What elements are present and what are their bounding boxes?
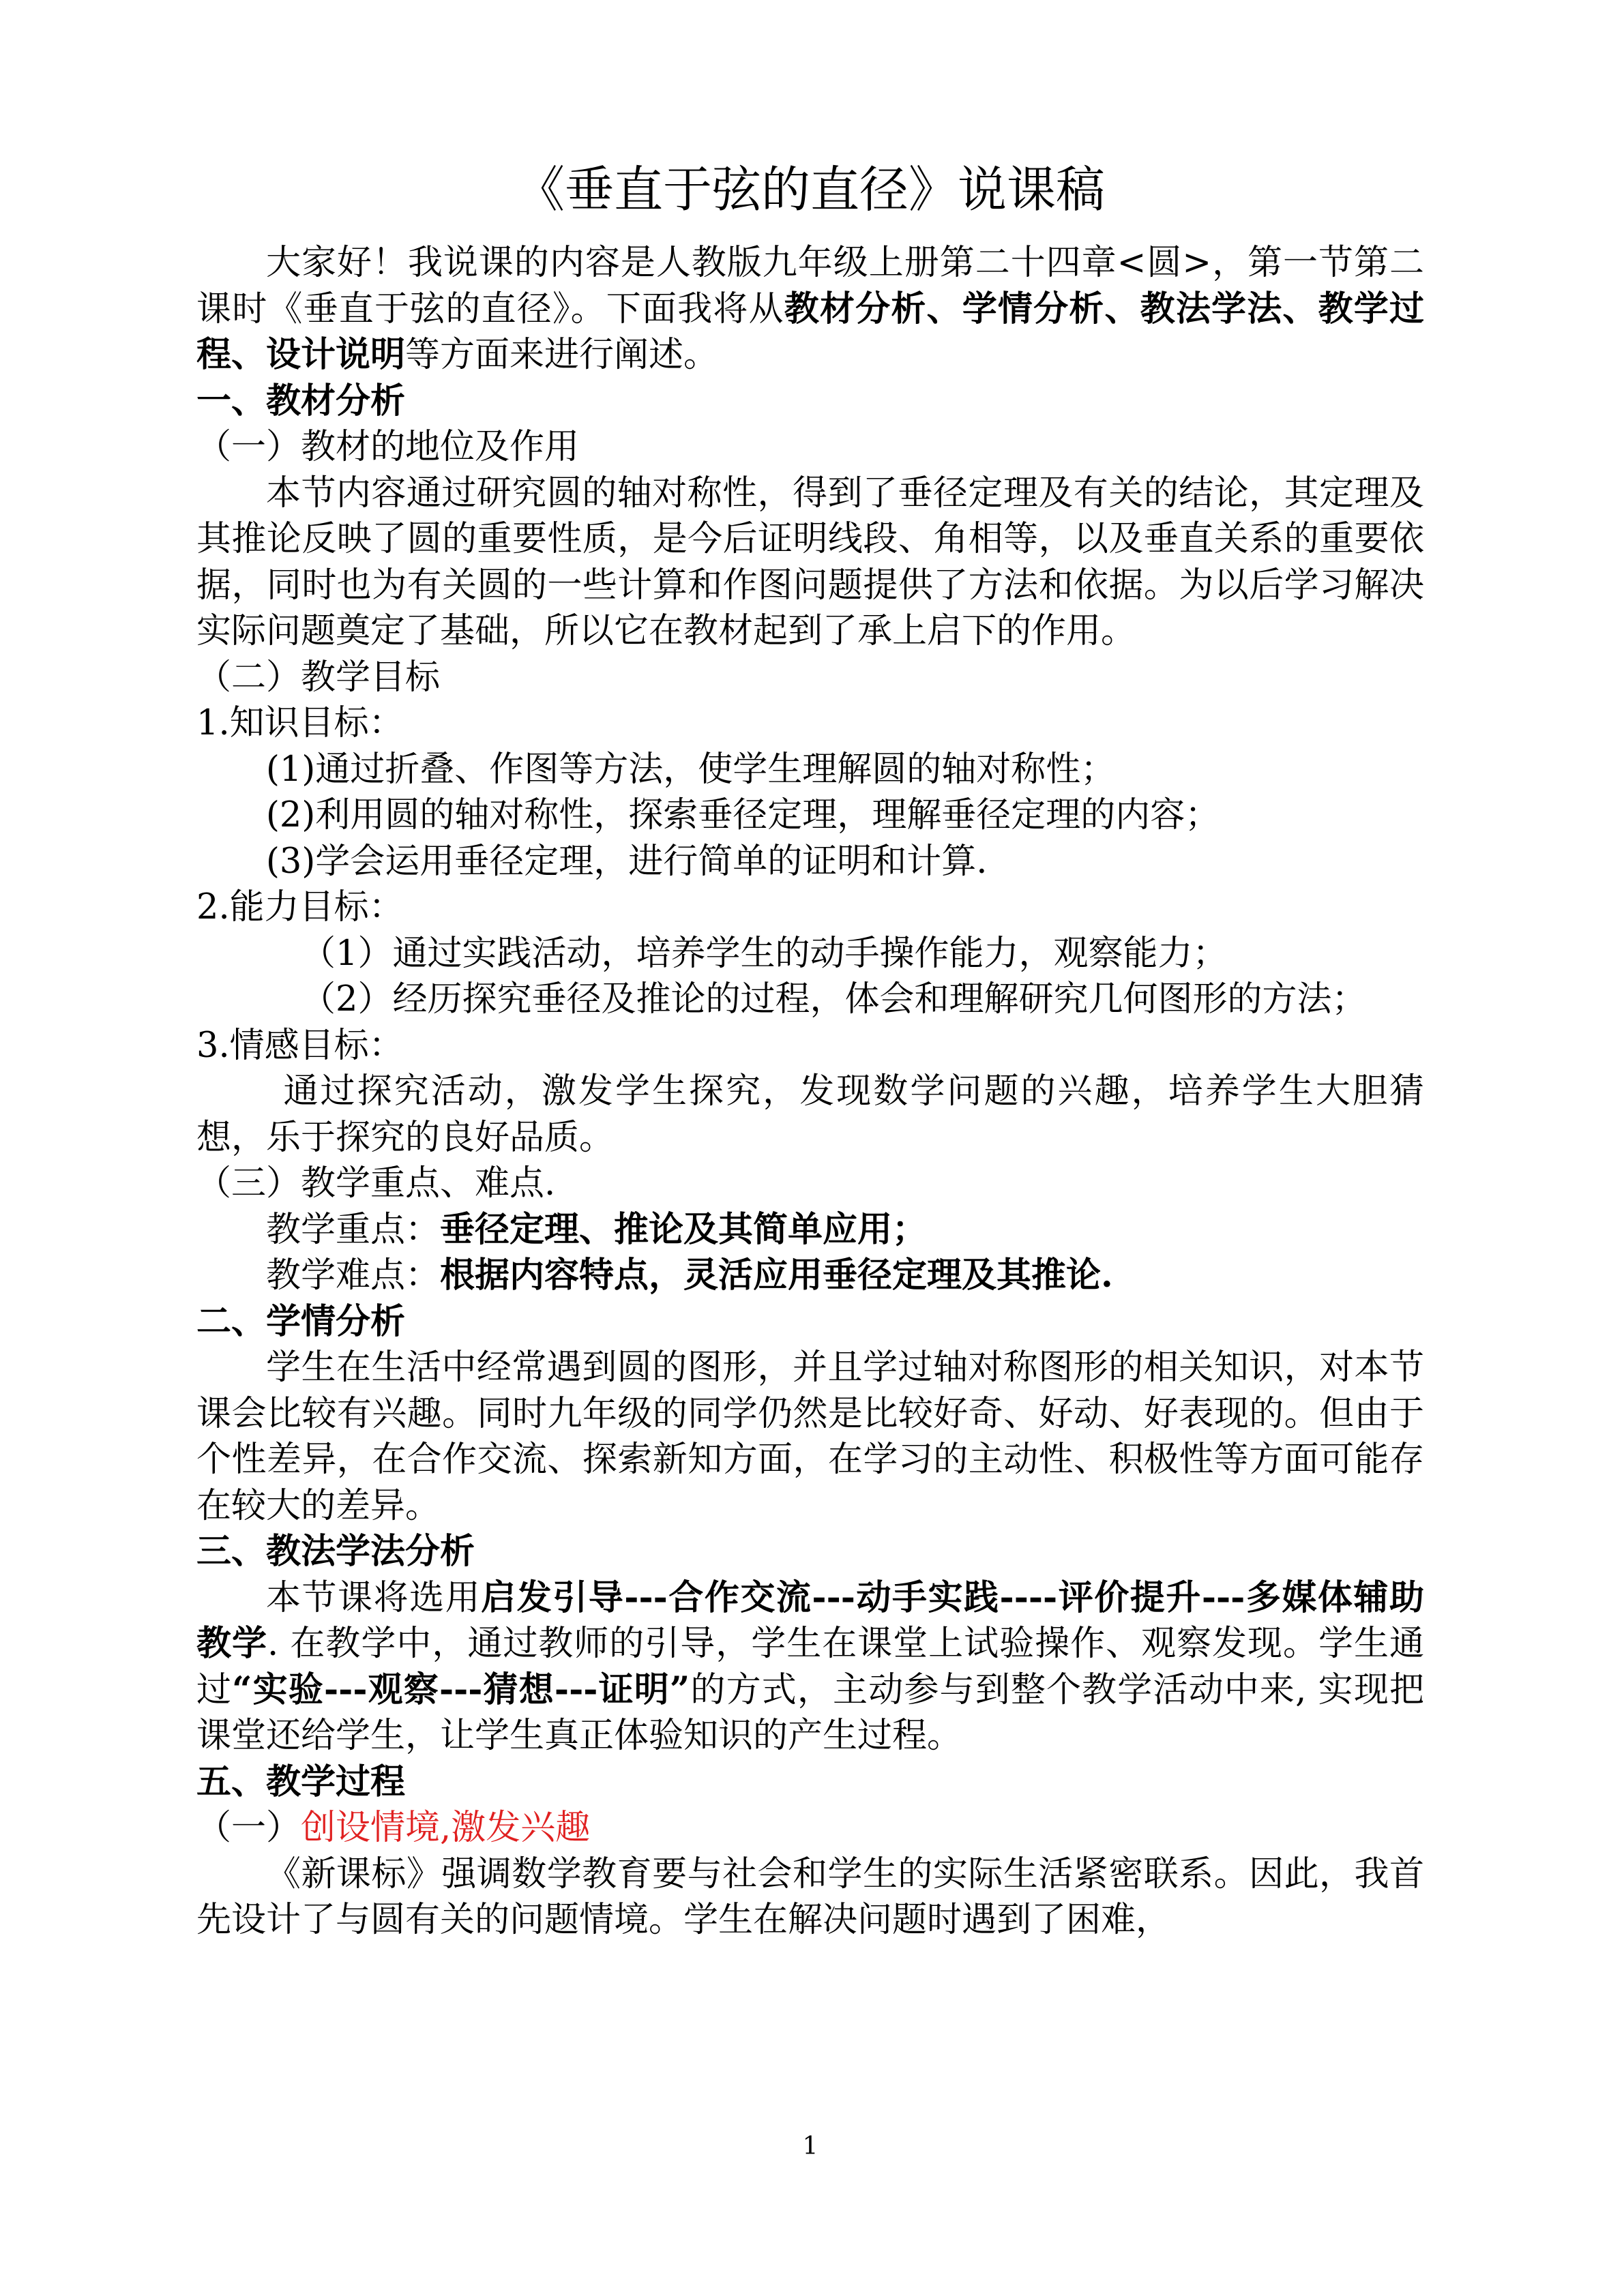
goal-ability-item-2: （2）经历探究垂径及推论的过程，体会和理解研究几何图形的方法；: [301, 979, 1367, 1019]
section-heading-3: 三、教法学法分析: [196, 1531, 475, 1572]
goal-emotion-paragraph: 通过探究活动，激发学生探究，发现数学问题的兴趣，培养学生大胆猜想，乐于探究的良好品质。: [196, 1071, 1424, 1158]
document-body: [196, 240, 1424, 1943]
methods-text-3: 的方式，主动参与到整个教学活动中来, 实现把课堂还给学生，让学生真正体验知识的产生过程。: [196, 1669, 1424, 1756]
document-title: 《垂直于弦的直径》说课稿: [515, 161, 1105, 218]
section-heading-5: 五、教学过程: [196, 1761, 406, 1802]
methods-text-2: . 在教学中，通过教师的引导，学生在课堂上试验操作、观察发现。学生通过: [196, 1624, 1424, 1710]
goal-knowledge-item-3: (3)学会运用垂径定理，进行简单的证明和计算.: [266, 841, 988, 882]
intro-bold: 教材分析、学情分析、教法学法、教学过程、设计说明: [196, 288, 1424, 375]
subsection-heading-5-1: [196, 1805, 1424, 1851]
goal-ability-item-1: （1）通过实践活动，培养学生的动手操作能力，观察能力；: [301, 933, 1228, 974]
section-heading-2: 二、学情分析: [196, 1300, 406, 1342]
intro-text-2: 等方面来进行阐述。: [405, 335, 719, 375]
page-number: 1: [802, 2132, 818, 2160]
methods-bold-2: “实验---观察---猜想---证明”: [232, 1669, 690, 1710]
intro-paragraph: [196, 240, 1424, 378]
difficult-point-text: 根据内容特点，灵活应用垂径定理及其推论.: [440, 1255, 1113, 1296]
key-point-label: 教学重点：: [266, 1209, 441, 1250]
goal-knowledge-item-1: (1)通过折叠、作图等方法，使学生理解圆的轴对称性；: [266, 749, 1116, 790]
subsection-5-1-title: 创设情境,激发兴趣: [301, 1808, 591, 1848]
intro-text-1: 大家好！我说课的内容是人教版九年级上册第二十四章<圆>，第一节第二课时《垂直于弦的直径》。下面我将从: [196, 243, 1424, 329]
section-heading-1: 一、教材分析: [196, 380, 406, 421]
key-point-line: [196, 1207, 1424, 1253]
goal-ability-label: 2.能力目标：: [196, 887, 404, 927]
difficult-point-line: [196, 1253, 1424, 1299]
paragraph-student-analysis: 学生在生活中经常遇到圆的图形，并且学过轴对称图形的相关知识，对本节课会比较有兴趣。同时九年级的同学仍然是比较好奇、好动、好表现的。但由于个性差异，在合作交流、探索新知方面，在学习的主动性、积极性等方面可能存在较大的差异。: [196, 1347, 1424, 1526]
subsection-heading-1-3: （三）教学重点、难点.: [196, 1163, 556, 1204]
paragraph-methods: [196, 1575, 1424, 1759]
methods-text-1: 本节课将选用: [266, 1577, 482, 1618]
goal-knowledge-label: 1.知识目标：: [196, 703, 404, 743]
subsection-heading-1-1: （一）教材的地位及作用: [196, 427, 580, 467]
paragraph-status-role: 本节内容通过研究圆的轴对称性，得到了垂径定理及有关的结论，其定理及其推论反映了圆的重要性质，是今后证明线段、角相等，以及垂直关系的重要依据，同时也为有关圆的一些计算和作图问题提供了方法和依据。为以后学习解决实际问题奠定了基础，所以它在教材起到了承上启下的作用。: [196, 473, 1424, 651]
subsection-5-1-prefix: （一）: [196, 1808, 301, 1848]
difficult-point-label: 教学难点：: [266, 1255, 441, 1296]
goal-emotion-label: 3.情感目标：: [196, 1025, 404, 1066]
paragraph-scenario: 《新课标》强调数学教育要与社会和学生的实际生活紧密联系。因此，我首先设计了与圆有关的问题情境。学生在解决问题时遇到了困难，: [196, 1853, 1424, 1940]
key-point-text: 垂径定理、推论及其简单应用；: [440, 1208, 928, 1250]
goal-knowledge-item-2: (2)利用圆的轴对称性，探索垂径定理，理解垂径定理的内容；: [266, 795, 1220, 835]
document-page: [196, 0, 1424, 2296]
subsection-heading-1-2: （二）教学目标: [196, 657, 441, 698]
methods-bold-1: 启发引导---合作交流---动手实践----评价提升---多媒体辅助教学: [196, 1577, 1424, 1664]
